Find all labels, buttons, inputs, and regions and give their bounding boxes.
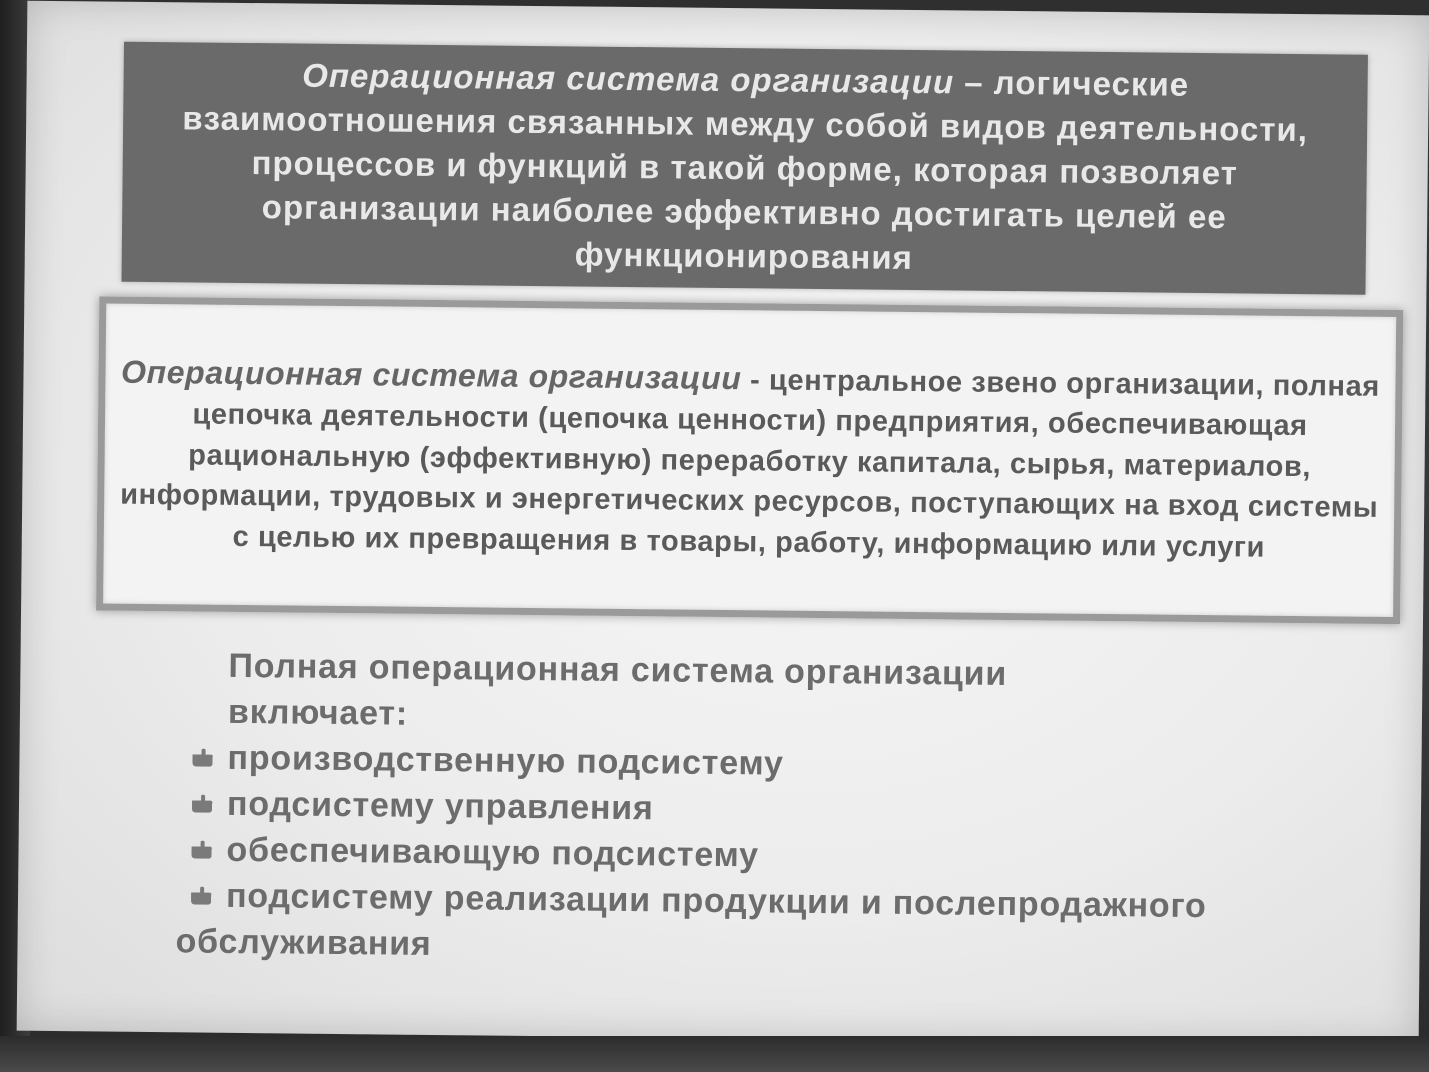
pointing-hand-icon (176, 826, 226, 873)
definition-term: Операционная система организации (301, 56, 955, 101)
pointing-hand-icon (176, 872, 226, 919)
subsystem-list-section (175, 642, 1358, 976)
definition-body: – логические взаимоотношения связанных между собой видов деятельности, процессов и функций в такой форме, которая позволяет организации наиболее эффективно достигать целей ее функционирования (182, 63, 1309, 276)
definition-box-primary (121, 42, 1367, 295)
list-intro-line: Полная операционная система организации (228, 646, 1008, 693)
list-intro (178, 642, 1359, 746)
pointing-hand-icon (177, 780, 227, 827)
list-item-line: подсистему реализации продукции и послепродажного (225, 876, 1207, 926)
list-item-line: обслуживания (175, 922, 432, 963)
list-item-text: подсистему управления (226, 784, 654, 828)
pointing-hand-icon (177, 734, 227, 781)
definition-body: - центральное звено организации, полная цепочка деятельности (цепочка ценности) предприятия, обеспечивающая рациональную (эффективную) переработку капитала, сырья, материалов, информации, трудовых и энергетических ресурсов, поступающих на вход системы с целью их превращения в товары, работу, информацию или услуги (120, 363, 1381, 564)
definition-text-secondary (119, 351, 1381, 569)
definition-term: Операционная система организации (120, 353, 742, 396)
list-item (175, 872, 1356, 976)
floor-edge (0, 1036, 1429, 1072)
projector-screen (17, 1, 1429, 1046)
subsystem-list (175, 734, 1357, 976)
list-item-text (175, 873, 1207, 975)
list-item-text: производственную подсистему (227, 738, 784, 783)
list-item-text: обеспечивающую подсистему (226, 830, 760, 875)
definition-box-secondary (96, 296, 1403, 624)
list-intro-line: включает: (227, 692, 409, 733)
definition-text-primary (139, 52, 1351, 285)
